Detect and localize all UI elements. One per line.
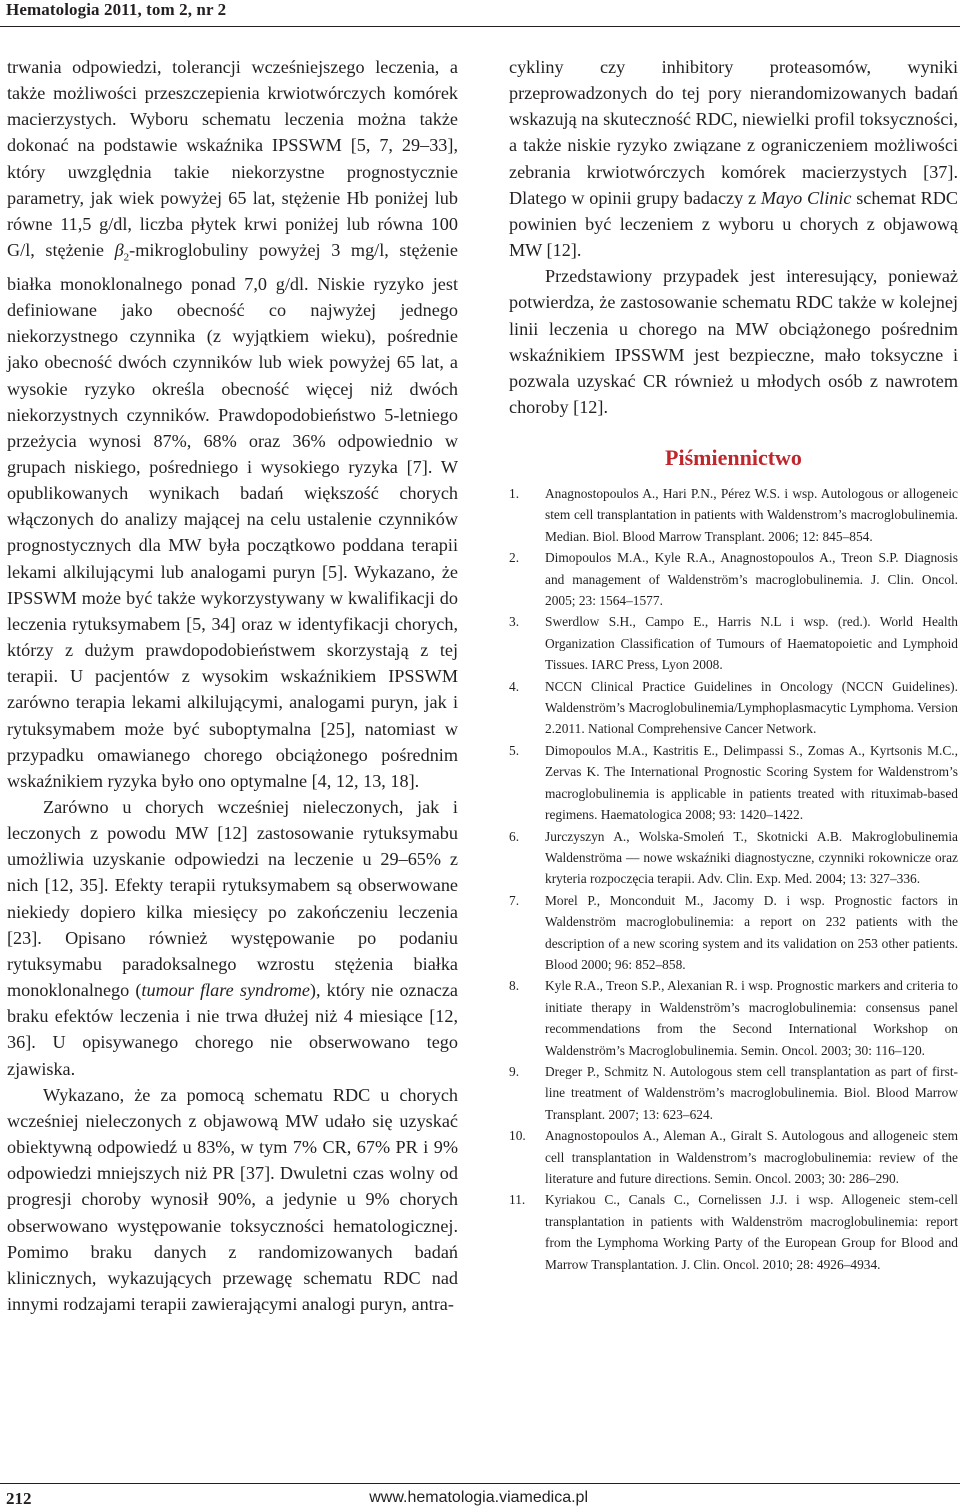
website-link[interactable]: www.hematologia.viamedica.pl xyxy=(369,1489,588,1506)
reference-item: 2. Dimopoulos M.A., Kyle R.A., Anagnostopoulos A., Treon S.P. Diagnosis and management of Waldenström’s macroglobulinemia. J. Clin. Oncol. 2005; 23: 1564–1577. xyxy=(509,550,958,609)
right-paragraph-2: Przedstawiony przypadek jest interesujący, ponieważ potwierdza, że zastosowanie schematu RDC także w kolejnej linii leczenia u chorego na MW obciążonego pośrednim wskaźnikiem IPSSWM jest bezpieczne, mało toksyczne i pozwala uzyskać CR również u młodych osób z nawrotem choroby [12]. xyxy=(509,266,958,418)
reference-item: 9. Dreger P., Schmitz N. Autologous stem cell transplantation as part of first-line treatment of Waldenström’s macroglobulinemia. Biol. Blood Marrow Transplant. 2007; 13: 623–624. xyxy=(509,1063,958,1122)
right-paragraph-1: cykliny czy inhibitory proteasomów, wyniki przeprowadzonych do tej pory nierandomizowanych badań wskazują na skuteczność RDC, niewielki profil toksyczności, a także niskie ryzyko związane z ograniczeniem możliwości zebrania krwiotwórczych komórek macierzystych [37]. Dlatego w opinii grupy badaczy z Mayo Clinic schemat RDC powinien być leczeniem z wyboru u chorych z objawową MW [12]. xyxy=(509,57,958,261)
reference-item: 5. Dimopoulos M.A., Kastritis E., Delimpassi S., Zomas A., Kyrtsonis M.C., Zervas K. The International Prognostic Scoring System for Waldenstrom’s macroglobulinemia is applicable in patients treated with rituximab-based regimens. Haematologica 2008; 93: 1420–1422. xyxy=(509,742,958,823)
reference-item: 6. Jurczyszyn A., Wolska-Smoleń T., Skotnicki A.B. Makroglobulinemia Waldenströma — nowe wskaźniki diagnostyczne, czynniki rokownicze oraz kryteria rozpoczęcia terapii. Adv. Clin. Exp. Med. 2004; 13: 327–336. xyxy=(509,828,958,887)
left-paragraph-3: Wykazano, że za pomocą schematu RDC u chorych wcześniej nieleczonych z objawową MW udało się uzyskać obiektywną odpowiedź u 83%, w tym 7% CR, 67% PR i 9% odpowiedzi mniejszych niż PR [37]. Dwuletni czas wolny od progresji choroby wynosił 90%, a jedynie u 9% chorych obserwowano występowanie toksyczności hematologicznej. Pomimo braku danych z randomizowanych badań klinicznych, wykazujących przewagę schematu RDC nad innymi rodzajami terapii zawierającymi analogi puryn, antra- xyxy=(7,1084,458,1314)
journal-header: Hematologia 2011, tom 2, nr 2 xyxy=(6,0,227,19)
reference-item: 4. NCCN Clinical Practice Guidelines in Oncology (NCCN Guidelines). Waldenström’s Macroglobulinemia/Lymphoplasmacytic Lymphoma. Version 2.2011. National Comprehensive Cancer Network. xyxy=(509,678,958,737)
reference-item: 11. Kyriakou C., Canals C., Cornelissen J.J. i wsp. Allogeneic stem-cell transplantation in patients with Waldenström macroglobulinemia: report from the Lymphoma Working Party of the European Group for Blood and Marrow Transplantation. J. Clin. Oncol. 2010; 28: 4926–4934. xyxy=(509,1192,958,1272)
reference-item: 1. Anagnostopoulos A., Hari P.N., Pérez W.S. i wsp. Autologous or allogeneic stem cell transplantation in patients with Waldenstrom’s macroglobulinemia. Median. Biol. Blood Marrow Transplant. 2006; 12: 845–854. xyxy=(509,486,958,544)
footer-rule xyxy=(0,1483,960,1484)
left-column xyxy=(7,54,458,1317)
reference-list xyxy=(509,483,958,1275)
left-paragraph-1: trwania odpowiedzi, tolerancji wcześniejszego leczenia, a także możliwości przeszczepienia krwiotwórczych komórek macierzystych. Wyboru schematu leczenia można także dokonać na podstawie wskaźnika IPSSWM [5, 7, 29–33], który uwzględnia takie niekorzystne prognostycznie parametry, jak wiek powyżej 65 lat, stężenie Hb poniżej lub równe 11,5 g/dl, liczba płytek krwi poniżej lub równa 100 G/l, stężenie $\beta_2$-mikroglobuliny powyżej 3 mg/l, stężenie białka monoklonalnego ponad 7,0 g/dl. Niskie ryzyko jest definiowane jako obecność co najwyżej jednego niekorzystnego czynnika (z wyjątkiem wieku), pośrednie jako obecność dwóch czynników lub wiek powyżej 65 lat, a wysokie ryzyko określa obecność więcej niż dwóch niekorzystnych czynników. Prawdopodobieństwo 5-letniego przeżycia wynosi 87%, 68% oraz 36% odpowiednio w grupach niskiego, pośredniego i wysokiego ryzyka [7]. W opublikowanych wynikach badań większość chorych włączonych do analizy mającej na celu ustalenie czynników prognostycznych dla MW była początkowo poddana terapii lekami alkilującymi lub analogami puryn [5]. Wykazano, że IPSSWM może być także wykorzystywany w kwalifikacji do leczenia rytuksymabem [5, 34] oraz w identyfikacji chorych, którzy z dużym prawdopodobieństwem skorzystają z tej terapii. U pacjentów z wysokim wskaźnikiem IPSSWM zarówno terapia lekami alkilującymi, analogami puryn, jak i rytuksymabem może być suboptymalna [25], natomiast w przypadku omawianego chorego obciążonego pośrednim wskaźnikiem ryzyka było ono optymalne [4, 12, 13, 18]. xyxy=(7,57,458,791)
left-paragraph-2: Zarówno u chorych wcześniej nieleczonych, jak i leczonych z powodu MW [12] zastosowanie rytuksymabu umożliwia uzyskanie odpowiedzi na leczenie u 29–65% z nich [12, 35]. Efekty terapii rytuksymabem są obserwowane niekiedy dopiero kilka miesięcy po zakończeniu leczenia [23]. Opisano również występowanie po podaniu rytuksymabu paradoksalnego wzrostu stężenia białka monoklonalnego (tumour flare syndrome), który nie oznacza braku efektów leczenia i nie trwa dłużej niż 4 miesiące [12, 36]. U opisywanego chorego nie obserwowano tego zjawiska. xyxy=(7,797,458,1079)
reference-item: 3. Swerdlow S.H., Campo E., Harris N.L i wsp. (red.). World Health Organization Classification of Tumours of Haematopoietic and Lymphoid Tissues. IARC Press, Lyon 2008. xyxy=(509,614,958,673)
references-title: Piśmiennictwo xyxy=(665,445,802,470)
page-number: 212 xyxy=(6,1489,32,1508)
reference-item: 10. Anagnostopoulos A., Aleman A., Giralt S. Autologous and allogeneic stem cell transplantation in Waldenstrom’s macroglobulinemia: review of the literature and future directions. Semin. Oncol. 2003; 30: 286–290. xyxy=(509,1128,958,1186)
right-column xyxy=(509,54,958,420)
reference-item: 7. Morel P., Monconduit M., Jacomy D. i wsp. Prognostic factors in Waldenström macroglobulinemia: a report on 232 patients with the description of a new scoring system and its validation on 253 other patients. Blood 2000; 96: 852–858. xyxy=(509,892,958,972)
header-rule xyxy=(0,26,960,27)
reference-item: 8. Kyle R.A., Treon S.P., Alexanian R. i wsp. Prognostic markers and criteria to initiate therapy in Waldenström’s macroglobulinemia: consensus panel recommendations from the Second International Workshop on Waldenström’s Macroglobulinemia. Semin. Oncol. 2003; 30: 116–120. xyxy=(509,978,958,1058)
